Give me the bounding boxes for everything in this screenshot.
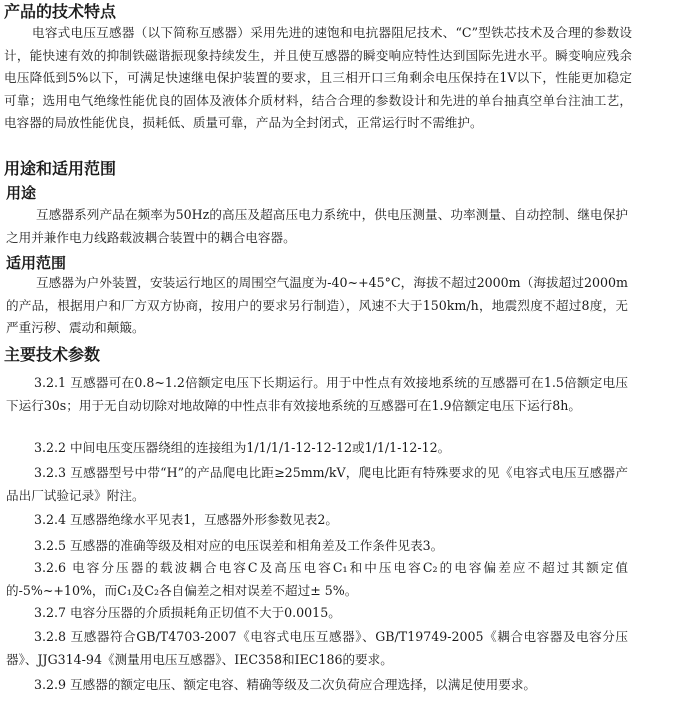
usage-paragraph: 互感器系列产品在频率为50Hz的高压及超高压电力系统中，供电压测量、功率测量、自动控制、继电保护之用并兼作电力线路载波耦合装置中的耦合电容器。 <box>6 207 628 245</box>
section-title-params: 主要技术参数 <box>4 345 101 364</box>
param-item-3-2-4: 3.2.4 互感器绝缘水平见表1，互感器外形参数见表2。 <box>34 512 338 527</box>
param-item-3-2-1: 3.2.1 互感器可在0.8~1.2倍额定电压下长期运行。用于中性点有效接地系统的互感器可在1.5倍额定电压下运行30s；用于无自动切除对地故障的中性点非有效接地系统的互感器可在1.9倍额定电压下运行8h。 <box>6 375 628 413</box>
scope-paragraph: 互感器为户外装置，安装运行地区的周围空气温度为-40~+45°C，海拔不超过2000m（海拔超过2000m的产品，根据用户和厂方双方协商，按用户的要求另行制造），风速不大于150km/h，地震烈度不超过8度，无严重污秽、震动和颠簸。 <box>6 275 628 335</box>
features-paragraph: 电容式电压互感器（以下简称互感器）采用先进的速饱和电抗器阻尼技术、“C”型铁芯技术及合理的参数设计，能快速有效的抑制铁磁谐振现象持续发生，并且使互感器的瞬变响应特性达到国际先进水平。瞬变响应残余电压降低到5%以下，可满足快速继电保护装置的要求，且三相开口三角剩余电压保持在1V以下，性能更加稳定可靠；选用电气绝缘性能优良的固体及液体介质材料，结合合理的参数设计和先进的单台抽真空单台注油工艺，电容器的局放性能优良，损耗低、质量可靠，产品为全封闭式，正常运行时不需维护。 <box>4 25 632 130</box>
subsection-title-scope: 适用范围 <box>6 254 67 272</box>
param-item-3-2-5: 3.2.5 互感器的准确等级及相对应的电压误差和相角差及工作条件见表3。 <box>34 538 444 553</box>
param-item-3-2-3: 3.2.3 互感器型号中带“H”的产品爬电比距≥25mm/kV，爬电比距有特殊要求的见《电容式电压互感器产品出厂试验记录》附注。 <box>6 465 628 503</box>
param-item-3-2-6: 3.2.6 电容分压器的载波耦合电容C及高压电容C₁和中压电容C₂的电容偏差应不超过其额定值的-5%~+10%，而C₁及C₂各自偏差之相对误差不超过± 5%。 <box>6 560 628 598</box>
section-title-features: 产品的技术特点 <box>4 2 117 21</box>
subsection-title-usage: 用途 <box>6 184 37 202</box>
param-item-3-2-2: 3.2.2 中间电压变压器绕组的连接组为1/1/1/1-12-12-12或1/1/1-12-12。 <box>34 440 451 455</box>
param-item-3-2-9: 3.2.9 互感器的额定电压、额定电容、精确等级及二次负荷应合理选择，以满足使用要求。 <box>34 677 537 692</box>
param-item-3-2-8: 3.2.8 互感器符合GB/T4703-2007《电容式电压互感器》、GB/T19749-2005《耦合电容器及电容分压器》、JJG314-94《测量用电压互感器》、IEC358和IEC186的要求。 <box>6 629 628 667</box>
section-title-usage-scope: 用途和适用范围 <box>4 159 117 178</box>
param-item-3-2-7: 3.2.7 电容分压器的介质损耗角正切值不大于0.0015。 <box>34 605 341 620</box>
